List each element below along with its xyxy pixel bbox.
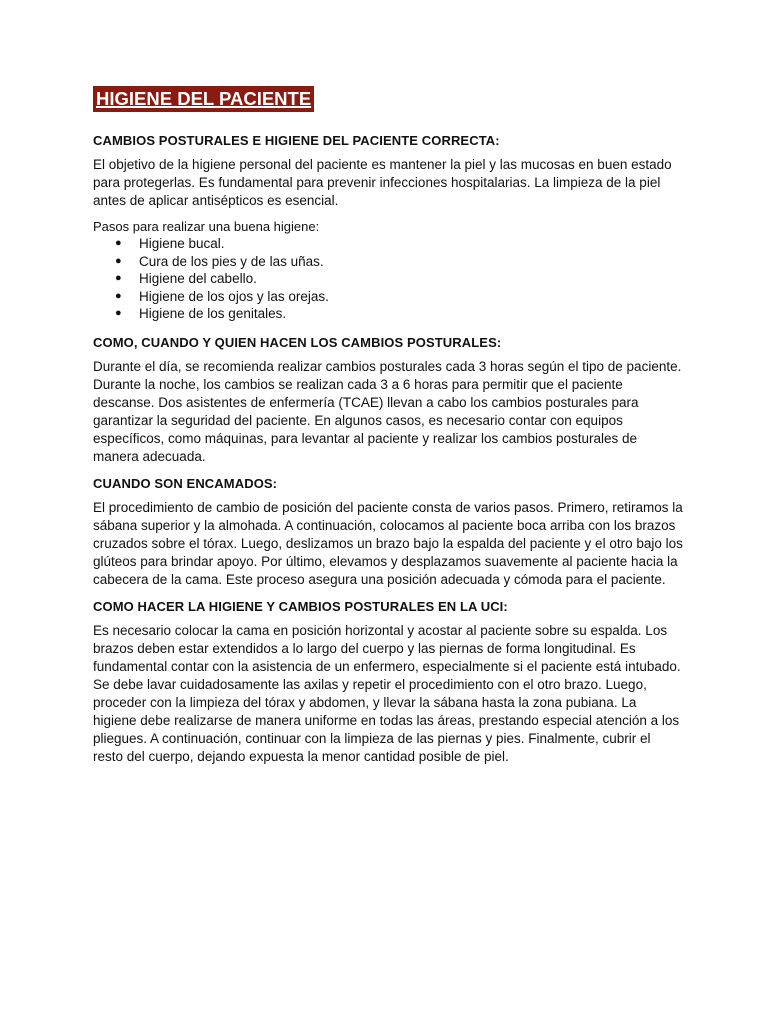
list-item [93,253,683,271]
section-paragraph-uci: Es necesario colocar la cama en posición horizontal y acostar al paciente sobre su espalda. Los brazos deben estar extendidos a lo largo del cuerpo y las piernas de forma longitudinal. Es fundamental contar con la asistencia de un enfermero, especialmente si el paciente está intubado. Se debe lavar cuidadosamente las axilas y repetir el procedimiento con el otro brazo. Luego, proceder con la limpieza del tórax y abdomen, y llevar la sábana hasta la zona pubiana. La higiene debe realizarse de manera uniforme en todas las áreas, prestando especial atención a los pliegues. A continuación, continuar con la limpieza de las piernas y pies. Finalmente, cubrir el resto del cuerpo, dejando expuesta la menor cantidad posible de piel. [93,622,681,764]
list-item-text: Higiene de los genitales. [139,306,287,322]
section-heading-como-cuando-quien: COMO, CUANDO Y QUIEN HACEN LOS CAMBIOS POSTURALES: [93,334,502,350]
title-wrapper [93,86,683,112]
list-item [93,305,683,323]
list-item [93,288,683,306]
section-heading-cambios-posturales: CAMBIOS POSTURALES E HIGIENE DEL PACIENTE CORRECTA: [93,133,500,148]
hygiene-steps-list [93,235,683,323]
bullet-icon: ● [115,254,122,267]
bullet-icon: ● [115,237,122,249]
list-item-text: Higiene de los ojos y las orejas. [139,288,329,304]
bullet-icon: ● [115,307,122,320]
document-page [93,86,683,766]
section-paragraph-procedimiento: El procedimiento de cambio de posición del paciente consta de varios pasos. Primero, retiramos la sábana superior y la almohada. A continuación, colocamos al paciente boca arriba con los brazos cruzados sobre el tórax. Luego, deslizamos un brazo bajo la espalda del paciente y el otro bajo los glúteos para brindar apoyo. Por último, elevamos y desplazamos suavemente al paciente hacia la cabecera de la cama. Este proceso asegura una posición adecuada y cómoda para el paciente. [93,499,683,587]
list-item [93,270,683,288]
list-item-text: Higiene del cabello. [139,271,257,287]
section-heading-encamados: CUANDO SON ENCAMADOS: [93,475,278,491]
section-paragraph-objetivo: El objetivo de la higiene personal del paciente es mantener la piel y las mucosas en buen estado para protegerlas. Es fundamental para prevenir infecciones hospitalarias. La limpieza de la piel antes de aplicar antisépticos es esencial. [93,157,672,208]
steps-intro: Pasos para realizar una buena higiene: [93,219,320,234]
list-item-text: Higiene bucal. [139,236,225,251]
bullet-icon: ● [115,272,122,285]
section-paragraph-frecuencia: Durante el día, se recomienda realizar cambios posturales cada 3 horas según el tipo de paciente. Durante la noche, los cambios se realizan cada 3 a 6 horas para permitir que el paciente descanse. Dos asistentes de enfermería (TCAE) llevan a cabo los cambios posturales para garantizar la seguridad del paciente. En algunos casos, es necesario contar con equipos específicos, como máquinas, para levantar al paciente y realizar los cambios posturales de manera adecuada. [93,358,682,464]
bullet-icon: ● [115,289,122,302]
document-title: HIGIENE DEL PACIENTE [93,86,314,112]
section-heading-uci: COMO HACER LA HIGIENE Y CAMBIOS POSTURALES EN LA UCI: [93,598,508,614]
list-item [93,235,683,253]
list-item-text: Cura de los pies y de las uñas. [139,253,324,269]
